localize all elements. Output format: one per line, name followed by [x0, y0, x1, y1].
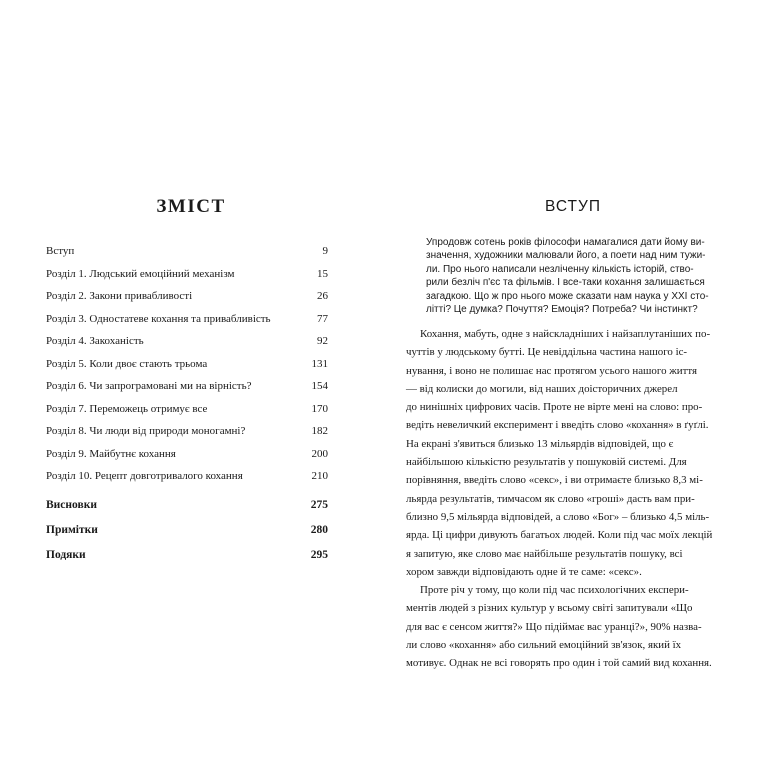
contents-item-title: Розділ 1. Людський емоційний механізм	[46, 267, 235, 280]
body-line: На екрані з'явиться близько 13 мільярдів відповідей, що є	[406, 437, 674, 450]
body-line: найбільшою кількістю результатів у пошуковій системі. Для	[406, 456, 687, 469]
contents-item-title: Розділ 4. Закоханість	[46, 335, 144, 347]
contents-item	[46, 334, 328, 357]
body-line: — від колиски до могили, від наших доісторичних джерел	[406, 382, 678, 395]
contents-item-page: 77	[317, 312, 328, 325]
contents-item-page: 200	[311, 447, 328, 460]
contents-item	[46, 312, 328, 335]
contents-item-page: 280	[310, 523, 328, 536]
contents-item-title: Розділ 3. Одностатеве кохання та привабливість	[46, 312, 271, 325]
contents-item-page: 275	[310, 498, 328, 511]
epigraph-line: рили безліч п'єс та фільмів. І все-таки кохання залишається	[426, 277, 705, 289]
contents-item-page: 92	[317, 335, 328, 347]
contents-item-page: 182	[311, 425, 328, 437]
body-line: Кохання, мабуть, одне з найскладніших і найзаплутаніших по-	[420, 328, 711, 340]
contents-item	[46, 402, 328, 425]
contents-item-page: 9	[322, 245, 328, 257]
body-line: льярда результатів, тимчасом як слово «гроші» дасть вам при-	[406, 492, 695, 505]
contents-item-title: Розділ 5. Коли двоє стають трьома	[46, 357, 208, 370]
contents-item-page: 26	[317, 290, 328, 302]
body-line: порівняння, введіть слово «секс», і ви отримаєте близько 8,3 мі-	[406, 474, 703, 487]
contents-item-title: Розділ 7. Переможець отримує все	[46, 402, 208, 415]
epigraph-line: загадкою. Що ж про нього може сказати нам наука у XXI сто-	[426, 290, 709, 302]
contents-item-title: Примітки	[46, 523, 98, 536]
contents-item	[46, 498, 328, 523]
contents-item-title: Подяки	[46, 548, 86, 561]
contents-item	[46, 289, 328, 312]
contents-item-page: 210	[311, 470, 328, 482]
contents-item-page: 295	[310, 548, 328, 561]
body-line: для вас є сенсом життя?» Що підіймає вас уранці?», 90% назва-	[406, 620, 702, 633]
epigraph	[426, 236, 708, 316]
body-line: ярда. Ці цифри дивують багатьох людей. Коли під час моїх лекцій	[406, 529, 713, 542]
contents-item-page: 170	[311, 402, 328, 415]
contents-item	[46, 523, 328, 548]
body-line: хором завжди відповідають одне й те саме: «секс».	[406, 565, 642, 578]
epigraph-line: значення, художники малювали його, а поети над ним тужи-	[426, 250, 706, 262]
introduction-page	[382, 0, 764, 766]
contents-item-title: Розділ 10. Рецепт довготривалого кохання	[46, 470, 243, 482]
contents-item-page: 15	[317, 267, 328, 280]
contents-item-title: Розділ 8. Чи люди від природи моногамні?	[46, 425, 246, 437]
contents-item-page: 131	[311, 357, 328, 370]
contents-item-title: Розділ 2. Закони привабливості	[46, 290, 193, 302]
introduction-title: ВСТУП	[545, 198, 601, 215]
epigraph-line: Упродовж сотень років філософи намагалися дати йому ви-	[426, 237, 705, 248]
contents-item-title: Розділ 9. Майбутнє кохання	[46, 447, 176, 460]
epigraph-line: ли. Про нього написали незліченну кількість історій, ство-	[426, 263, 694, 275]
body-line: Проте річ у тому, що коли під час психологічних експери-	[420, 584, 689, 597]
body-line: чуттів у людському бутті. Це невіддільна частина нашого іс-	[406, 346, 688, 359]
contents-item-page: 154	[311, 380, 328, 392]
contents-item-title: Вступ	[46, 245, 75, 257]
epigraph-line: літті? Це думка? Почуття? Емоція? Потреба? Чи інстинкт?	[426, 304, 698, 316]
contents-item	[46, 379, 328, 402]
body-line: мотивує. Однак не всі говорять про один і той самий вид кохання.	[406, 657, 712, 670]
contents-item	[46, 469, 328, 492]
contents-item-title: Висновки	[46, 498, 97, 511]
contents-item	[46, 548, 328, 573]
contents-item-title: Розділ 6. Чи запрограмовані ми на вірність?	[46, 380, 252, 392]
contents-item	[46, 244, 328, 267]
contents-list	[46, 244, 328, 573]
body-line: ли слово «кохання» або сильний емоційний зв'язок, який їх	[406, 639, 682, 652]
contents-item	[46, 357, 328, 380]
body-line: до нинішніх цифрових часів. Проте не вірте мені на слово: про-	[406, 401, 703, 414]
contents-title: ЗМІСТ	[156, 196, 226, 217]
contents-item	[46, 424, 328, 447]
body-line: близно 9,5 мільярда відповідей, а слово «Бог» – близько 4,5 міль-	[406, 510, 710, 523]
contents-item	[46, 267, 328, 290]
body-text	[406, 325, 732, 673]
body-line: ментів людей з різних культур у всьому світі запитували «Що	[406, 602, 693, 615]
body-line: я запитую, яке слово має найбільше результатів пошуку, всі	[406, 547, 683, 560]
body-line: нування, і воно не полишає нас протягом усього нашого життя	[406, 364, 697, 377]
body-line: ведіть невеличкий експеримент і введіть слово «кохання» в ґуґлі.	[406, 419, 709, 432]
contents-item	[46, 447, 328, 470]
